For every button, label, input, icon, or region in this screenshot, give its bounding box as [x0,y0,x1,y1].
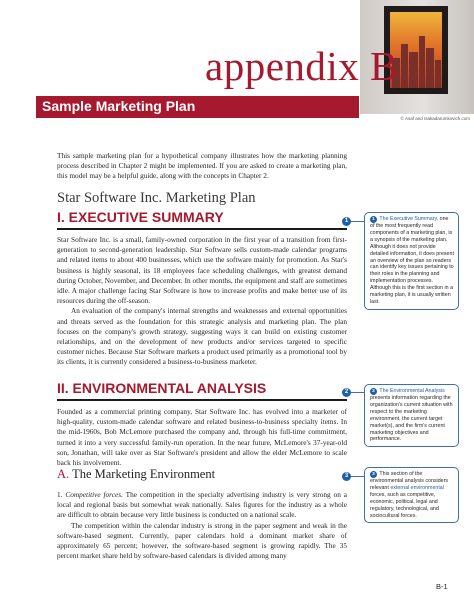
photo-credit: © Asaf and Isakadarumkovich.com [400,116,470,121]
note-connector-1 [351,221,364,222]
plan-title: Star Software Inc. Marketing Plan [57,190,256,206]
note-badge-2: 2 [370,388,377,395]
margin-note-external-forces [364,467,459,523]
exec-divider [57,228,347,230]
intro-paragraph: This sample marketing plan for a hypothetical company illustrates how the marketing planning process described in Chapter 2 might be implemented. If you are asked to create a marketing plan, this model may be a helpful guide, along with the concepts in Chapter 2. [57,151,347,181]
env-divider [57,399,347,401]
env-analysis-text: Founded as a commercial printing company, Star Software Inc. has evolved into a marketer of high-quality, custom-made calendar software and related business-to-business specialty items. In the mid-1960s, Bob McLemore purchased the company and, through his full-time commitment, turned it into a very successful family-run operation. In the near future, McLemore's 37-year-old son, Jonathan, will take over as Star Software's president and allow the elder McLemore to scale back his involvement. [57,407,347,468]
note-term: external environmental [390,484,444,491]
note-marker-2: 2 [342,388,351,397]
note-badge-1: 1 [370,216,377,223]
note-marker-1: 1 [342,217,351,226]
note-connector-3 [351,476,364,477]
exec-summary-text [57,235,347,368]
note-badge-3: 3 [370,471,377,478]
page-number: B-1 [436,582,448,591]
banner-label: Sample Marketing Plan [42,98,196,114]
list-item-text-continued: The competition within the calendar industry is strong in the paper segment and weak in the software-based segment. Currently, paper calendars hold a dominant market share of approximately 65 percent; however, the software-based segment is growing rapidly. The 35 percent market share held by software-based calendars is divided among many [57,520,347,561]
appendix-title: appendix B [205,43,398,89]
env-analysis-heading: II. ENVIRONMENTAL ANALYSIS [57,380,267,396]
note-term: The Environmental Analysis [379,388,445,394]
note-text: one of the most frequently read components of a marketing plan, is a synopsis of the marketing plan. Although it does not provide detailed information, it does present an overview of the plan so readers can identify key issues pertaining to their roles in the planning and implementation processes. Although this is the first section in a marketing plan, it is usually written last. [370,216,454,305]
list-item-text: The competition in the specialty advertising industry is very strong on a local and regional basis but somewhat weak nationally. Sales figures for the industry as a whole are difficult to obtain because very little business is conducted on a national scale. [57,490,347,520]
exec-summary-heading: I. EXECUTIVE SUMMARY [57,209,224,225]
note-text: forces, such as competitive, economic, political, legal and regulatory, technological, and sociocultural forces. [370,491,439,519]
exec-paragraph: An evaluation of the company's internal strengths and weaknesses and external opportunities and threats served as the foundation for this strategic analysis and marketing plan. The plan focuses on the company's growth strategy, suggesting ways it can build on existing customer relationships, and on the development of new products and/or services targeted to specific customer niches. Because Star Software markets a product used primarily as a promotional tool by its clients, it is currently considered a business-to-business marketer. [57,306,347,367]
list-number: 1. [57,490,63,499]
margin-note-executive-summary [364,212,459,310]
subsection-title: The Marketing Environment [72,467,216,481]
marketing-environment-heading [57,467,215,482]
list-item-label: Competitive forces. [65,490,123,499]
margin-note-environmental-analysis [364,384,459,447]
note-text: This section of the environmental analysis considers relevant [370,471,449,491]
exec-paragraph: Star Software Inc. is a small, family-owned corporation in the first year of a transition from first-generation to second-generation leadership. Star Software sells custom-made calendar programs and related items to about 400 businesses, which use the software mainly for promotion. As Star's business is highly seasonal, its 18 employees face scheduling challenges, with greatest demand during October, November, and December. In other months, the equipment and staff are sometimes idle. A major challenge facing Star Software is how to increase profits and make better use of its resources during the off-season. [57,235,347,306]
note-marker-3: 3 [342,472,351,481]
note-text: presents information regarding the organization's current situation with respect to the marketing environment, the current target market(s), and the firm's current marketing objectives and performance. [370,395,453,443]
note-connector-2 [351,392,364,393]
competitive-forces-item [57,490,347,561]
section-banner [36,96,359,118]
note-term: The Executive Summary, [379,216,439,222]
subsection-letter: A. [57,467,70,481]
